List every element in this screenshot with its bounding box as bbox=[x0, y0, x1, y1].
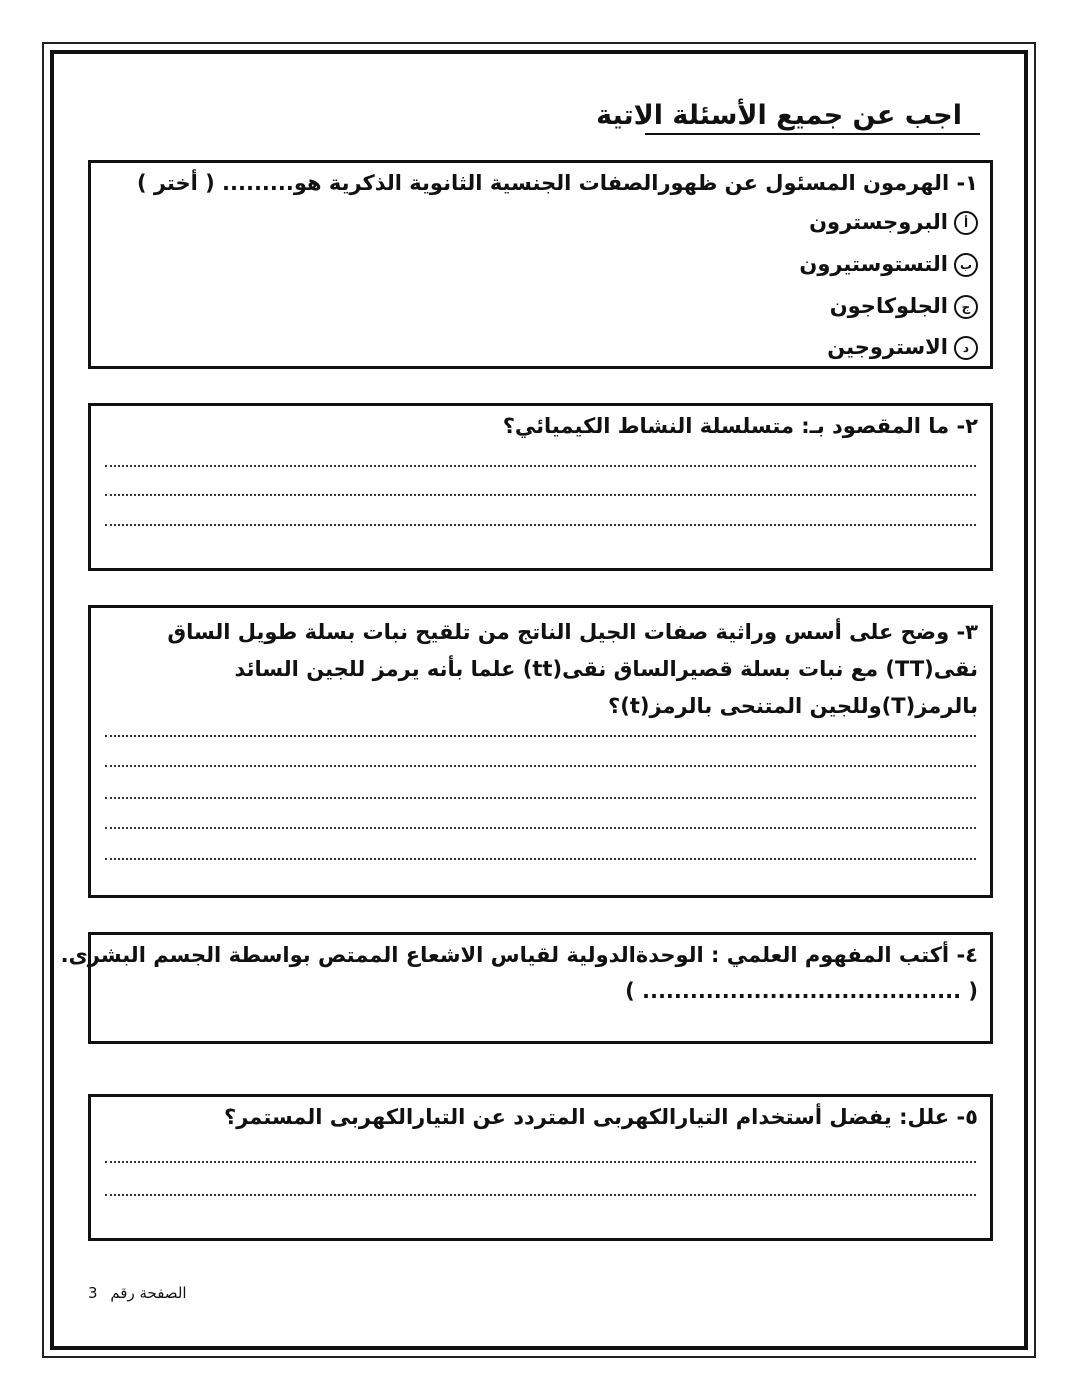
answer-line[interactable] bbox=[105, 1161, 976, 1163]
page-label: الصفحة رقم bbox=[110, 1284, 187, 1302]
question-3-box bbox=[88, 605, 993, 898]
page-number: 3 bbox=[88, 1284, 98, 1302]
page-footer bbox=[88, 1284, 195, 1302]
heading-underline bbox=[645, 133, 980, 135]
answer-line[interactable] bbox=[105, 797, 976, 799]
answer-line[interactable] bbox=[105, 494, 976, 496]
question-1-text: ١- الهرمون المسئول عن ظهورالصفات الجنسية الثانوية الذكرية هو......... ( أختر ) bbox=[136, 171, 978, 195]
question-1-box bbox=[88, 160, 993, 369]
question-5-text: ٥- علل: يفضل أستخدام التيارالكهربى المتردد عن التيارالكهربى المستمر؟ bbox=[224, 1105, 978, 1129]
option-a-circle-icon: أ bbox=[954, 211, 978, 235]
answer-line[interactable] bbox=[105, 827, 976, 829]
option-c-circle-icon: ج bbox=[954, 295, 978, 319]
question-2-text: ٢- ما المقصود بـ: متسلسلة النشاط الكيميائي؟ bbox=[502, 414, 978, 438]
option-d-label: الاستروجين bbox=[827, 335, 948, 359]
answer-line[interactable] bbox=[105, 1194, 976, 1196]
option-d-circle-icon: د bbox=[954, 336, 978, 360]
option-a-label: البروجسترون bbox=[809, 210, 948, 234]
answer-line[interactable] bbox=[105, 524, 976, 526]
answer-line[interactable] bbox=[105, 735, 976, 737]
question-5-box bbox=[88, 1094, 993, 1241]
question-4-answer-blank[interactable]: ( ........................................ ) bbox=[625, 979, 978, 1003]
question-2-box bbox=[88, 403, 993, 571]
option-c-label: الجلوكاجون bbox=[829, 294, 948, 318]
page-heading: اجب عن جميع الأسئلة الاتية bbox=[596, 100, 962, 131]
question-4-box bbox=[60, 932, 993, 1044]
answer-line[interactable] bbox=[105, 765, 976, 767]
question-4-text: ٤- أكتب المفهوم العلمي : الوحدةالدولية لقياس الاشعاع الممتص بواسطة الجسم البشرى. bbox=[60, 943, 978, 967]
question-1-option-d[interactable] bbox=[827, 335, 978, 360]
question-1-option-c[interactable] bbox=[830, 294, 978, 319]
question-1-option-b[interactable] bbox=[799, 252, 978, 277]
answer-line[interactable] bbox=[105, 858, 976, 860]
option-b-circle-icon: ب bbox=[954, 253, 978, 277]
answer-line[interactable] bbox=[105, 465, 976, 467]
option-b-label: التستوستيرون bbox=[799, 252, 948, 276]
question-3-text: ٣- وضح على أسس وراثية صفات الجيل الناتج من تلقيح نبات بسلة طويل الساق نقى(TT) مع نبات بسلة قصيرالساق نقى(tt) علما بأنه يرمز للجين السائد بالرمز(T)وللجين المتنحى بالرمز(t)؟ bbox=[167, 620, 978, 718]
question-1-option-a[interactable] bbox=[809, 210, 978, 235]
